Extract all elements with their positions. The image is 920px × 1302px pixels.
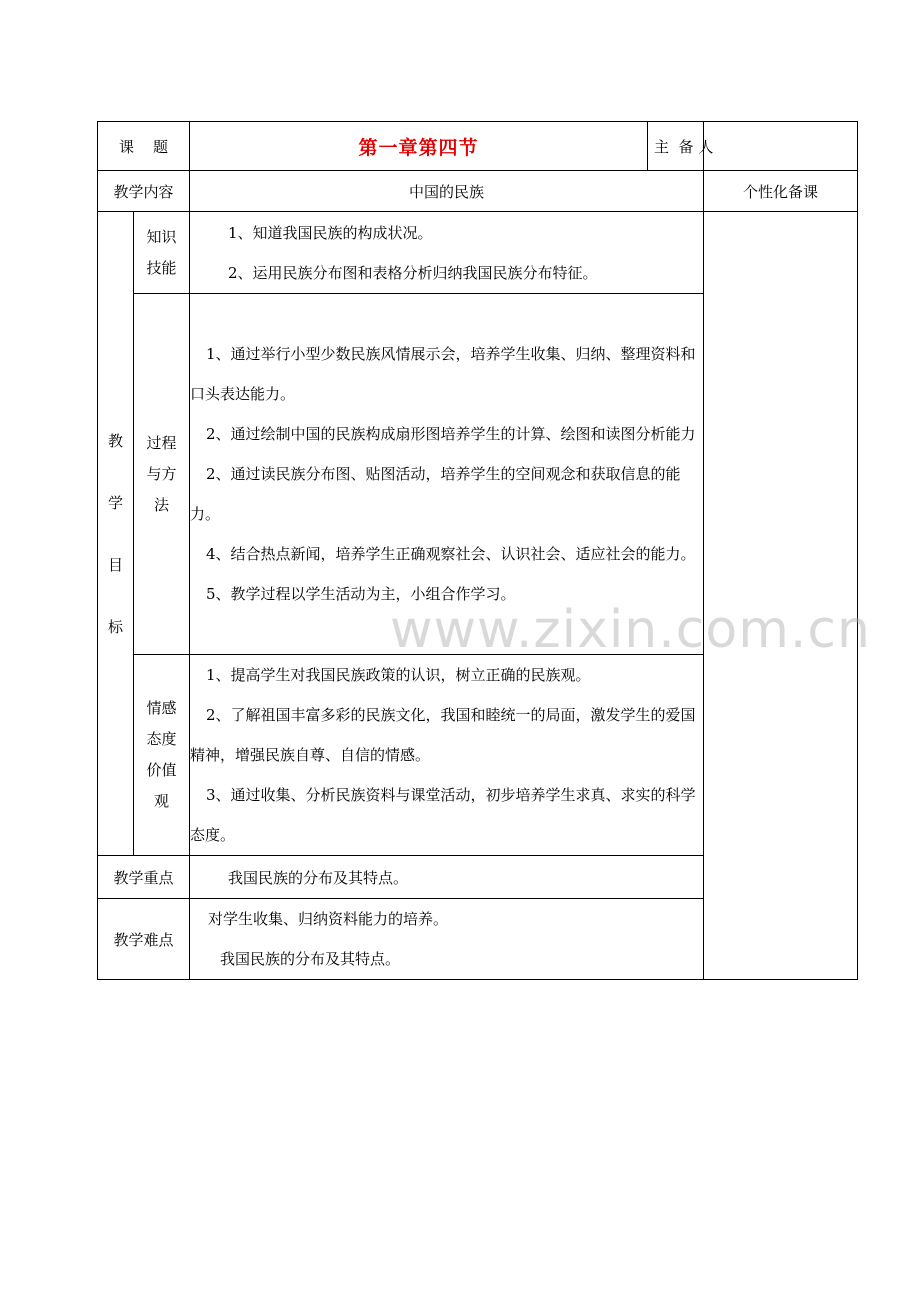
knowledge-row — [98, 212, 858, 294]
emotion-items — [190, 655, 704, 856]
preparer-value — [704, 122, 858, 171]
process-item: 2、通过读民族分布图、贴图活动，培养学生的空间观念和获取信息的能力。 — [190, 465, 681, 523]
knowledge-label: 知识 技能 — [134, 212, 190, 294]
difficult-point-item: 对学生收集、归纳资料能力的培养。 — [208, 910, 449, 928]
preparer-label: 主 备 人 — [648, 122, 704, 171]
process-item: 4、结合热点新闻，培养学生正确观察社会、认识社会、适应社会的能力。 — [206, 545, 696, 563]
knowledge-items — [190, 212, 704, 294]
content-label: 教学内容 — [98, 171, 190, 212]
objectives-side-label: 教 学 目 标 — [98, 212, 134, 856]
knowledge-item: 1、知道我国民族的构成状况。 — [228, 223, 433, 242]
topic-label: 课 题 — [98, 122, 190, 171]
emotion-item: 2、了解祖国丰富多彩的民族文化，我国和睦统一的局面，激发学生的爱国精神，增强民族自尊、自信的情感。 — [190, 706, 696, 764]
emotion-label: 情感 态度 价值 观 — [134, 655, 190, 856]
key-point-label: 教学重点 — [98, 856, 190, 899]
difficult-point-label: 教学难点 — [98, 899, 190, 980]
emotion-item: 3、通过收集、分析民族资料与课堂活动，初步培养学生求真、求实的科学态度。 — [190, 786, 696, 844]
personal-notes-area — [704, 212, 858, 980]
emotion-item: 1、提高学生对我国民族政策的认识，树立正确的民族观。 — [206, 666, 591, 684]
lesson-plan-table — [97, 121, 858, 980]
personal-label: 个性化备课 — [704, 171, 858, 212]
content-value: 中国的民族 — [190, 171, 704, 212]
process-label: 过程 与方 法 — [134, 294, 190, 655]
process-item: 1、通过举行小型少数民族风情展示会，培养学生收集、归纳、整理资料和口头表达能力。 — [190, 345, 696, 403]
topic-title: 第一章第四节 — [190, 122, 648, 171]
process-item: 5、教学过程以学生活动为主，小组合作学习。 — [206, 585, 516, 603]
knowledge-item: 2、运用民族分布图和表格分析归纳我国民族分布特征。 — [228, 263, 598, 282]
difficult-point-items — [190, 899, 704, 980]
process-item: 2、通过绘制中国的民族构成扇形图培养学生的计算、绘图和读图分析能力 — [206, 425, 696, 443]
difficult-point-item: 我国民族的分布及其特点。 — [220, 950, 401, 968]
watermark: www.zixin.com.cn — [390, 600, 871, 660]
topic-row — [98, 122, 858, 171]
key-point-value: 我国民族的分布及其特点。 — [190, 856, 704, 899]
content-row — [98, 171, 858, 212]
